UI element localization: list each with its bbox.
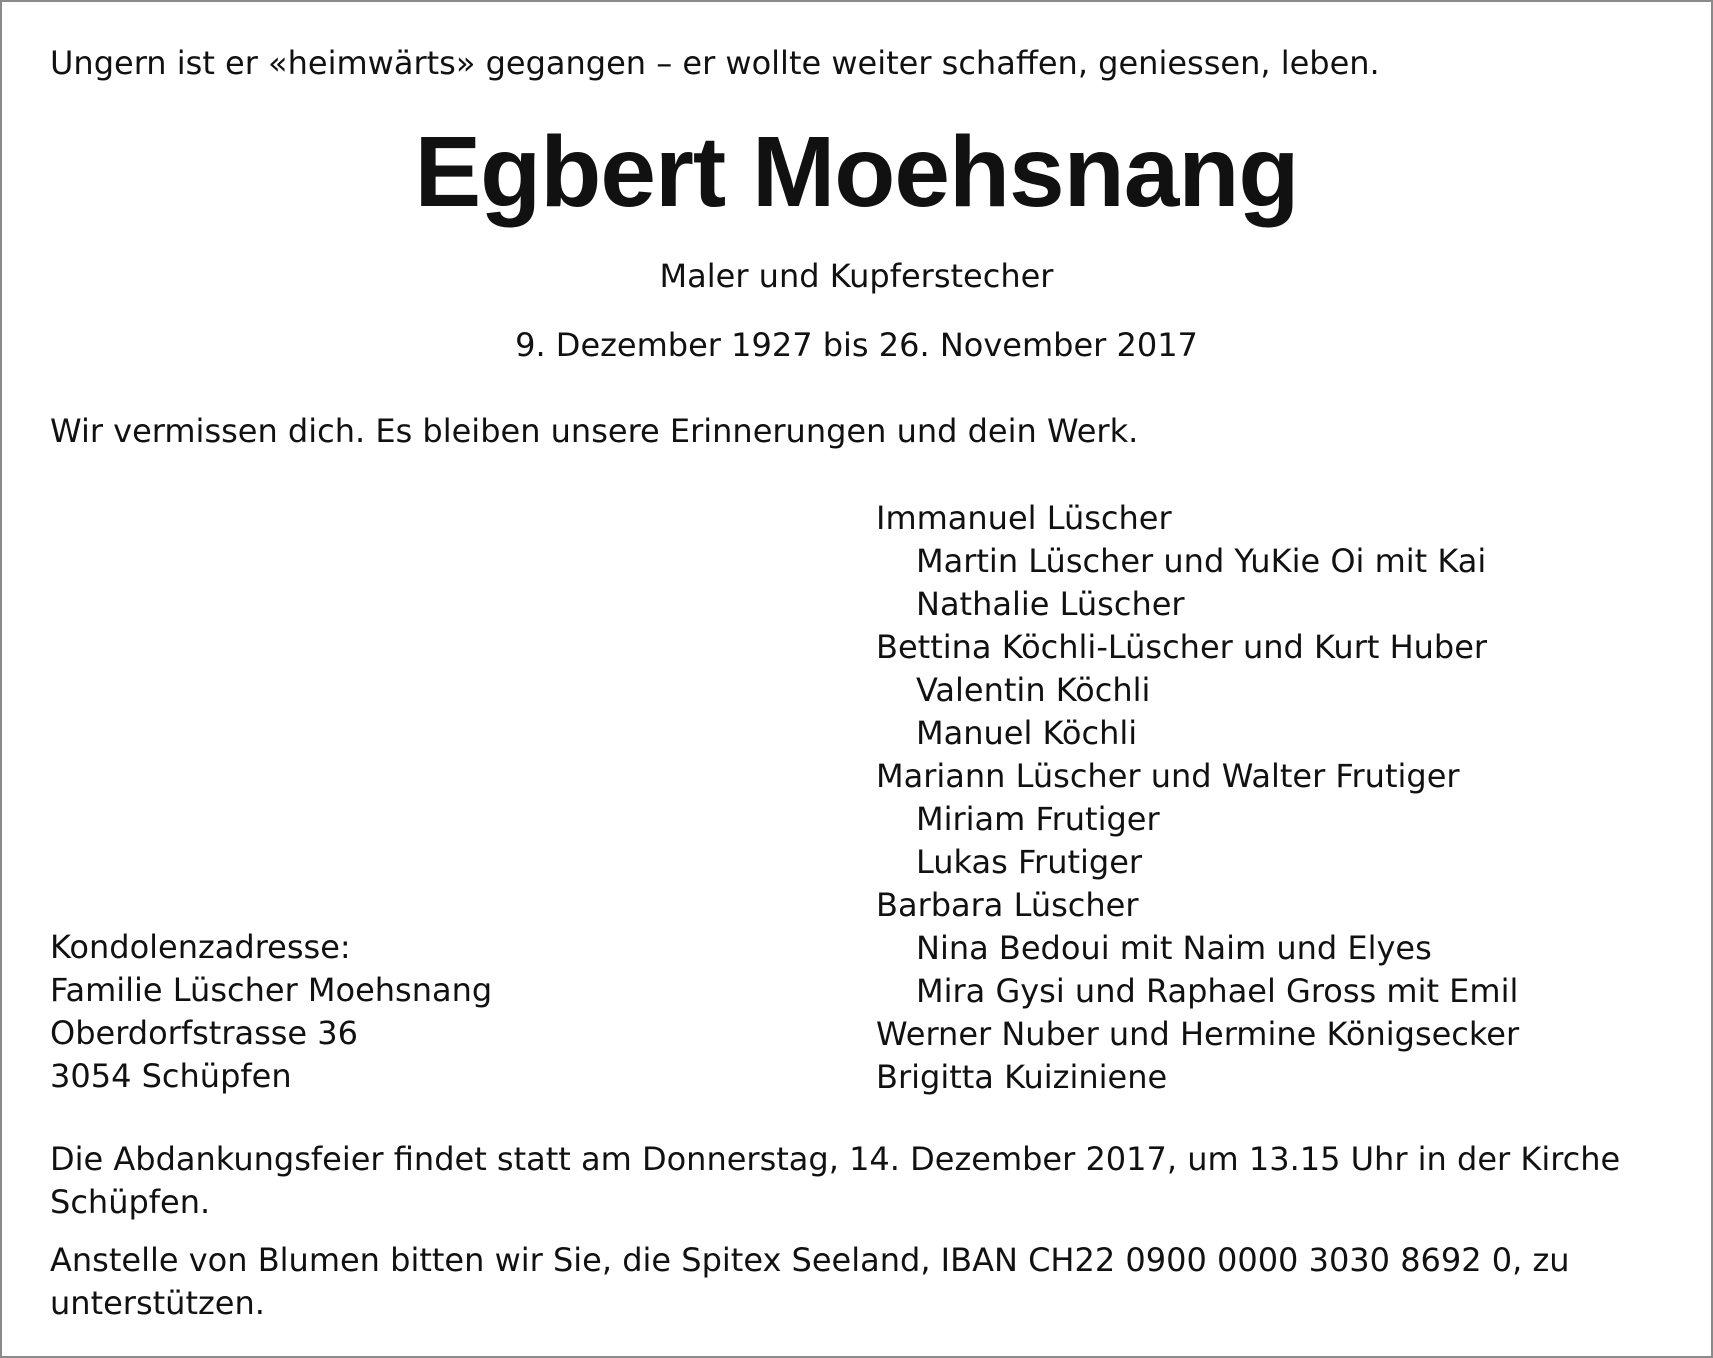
- mourner-item: Brigitta Kuiziniene: [876, 1058, 1168, 1096]
- mourners-list: [876, 497, 1519, 1099]
- profession: Maler und Kupferstecher: [659, 257, 1054, 295]
- address-street: Oberdorfstrasse 36: [50, 1014, 358, 1052]
- address-city: 3054 Schüpfen: [50, 1057, 292, 1095]
- intro-line: Ungern ist er «heimwärts» gegangen – er wollte weiter schaffen, geniessen, leben.: [50, 44, 1380, 82]
- mourner-item: Immanuel Lüscher: [876, 499, 1172, 537]
- mourner-item: Valentin Köchli: [916, 671, 1151, 709]
- ceremony-notice: Die Abdankungsfeier findet statt am Donnerstag, 14. Dezember 2017, um 13.15 Uhr in der Kirche Schüpfen.: [50, 1140, 1621, 1221]
- mourner-item: Nathalie Lüscher: [916, 585, 1185, 623]
- tribute-line: Wir vermissen dich. Es bleiben unsere Erinnerungen und dein Werk.: [50, 412, 1139, 450]
- mourner-item: Lukas Frutiger: [916, 843, 1143, 881]
- mourner-item: Bettina Köchli-Lüscher und Kurt Huber: [876, 628, 1488, 666]
- address-label: Kondolenzadresse:: [50, 928, 351, 966]
- donation-notice: Anstelle von Blumen bitten wir Sie, die Spitex Seeland, IBAN CH22 0900 0000 3030 8692 0, zu unterstützen.: [50, 1241, 1570, 1322]
- mourner-item: Mariann Lüscher und Walter Frutiger: [876, 757, 1460, 795]
- condolence-address: [50, 926, 492, 1098]
- mourner-item: Barbara Lüscher: [876, 886, 1139, 924]
- mourner-item: Miriam Frutiger: [916, 800, 1160, 838]
- address-family: Familie Lüscher Moehsnang: [50, 971, 493, 1009]
- deceased-name: Egbert Moehsnang: [414, 116, 1299, 228]
- mourner-item: Martin Lüscher und YuKie Oi mit Kai: [916, 542, 1487, 580]
- mourner-item: Mira Gysi und Raphael Gross mit Emil: [916, 972, 1519, 1010]
- life-dates: 9. Dezember 1927 bis 26. November 2017: [515, 326, 1198, 364]
- mourner-item: Nina Bedoui mit Naim und Elyes: [916, 929, 1432, 967]
- mourner-item: Werner Nuber und Hermine Königsecker: [876, 1015, 1520, 1053]
- mourner-item: Manuel Köchli: [916, 714, 1138, 752]
